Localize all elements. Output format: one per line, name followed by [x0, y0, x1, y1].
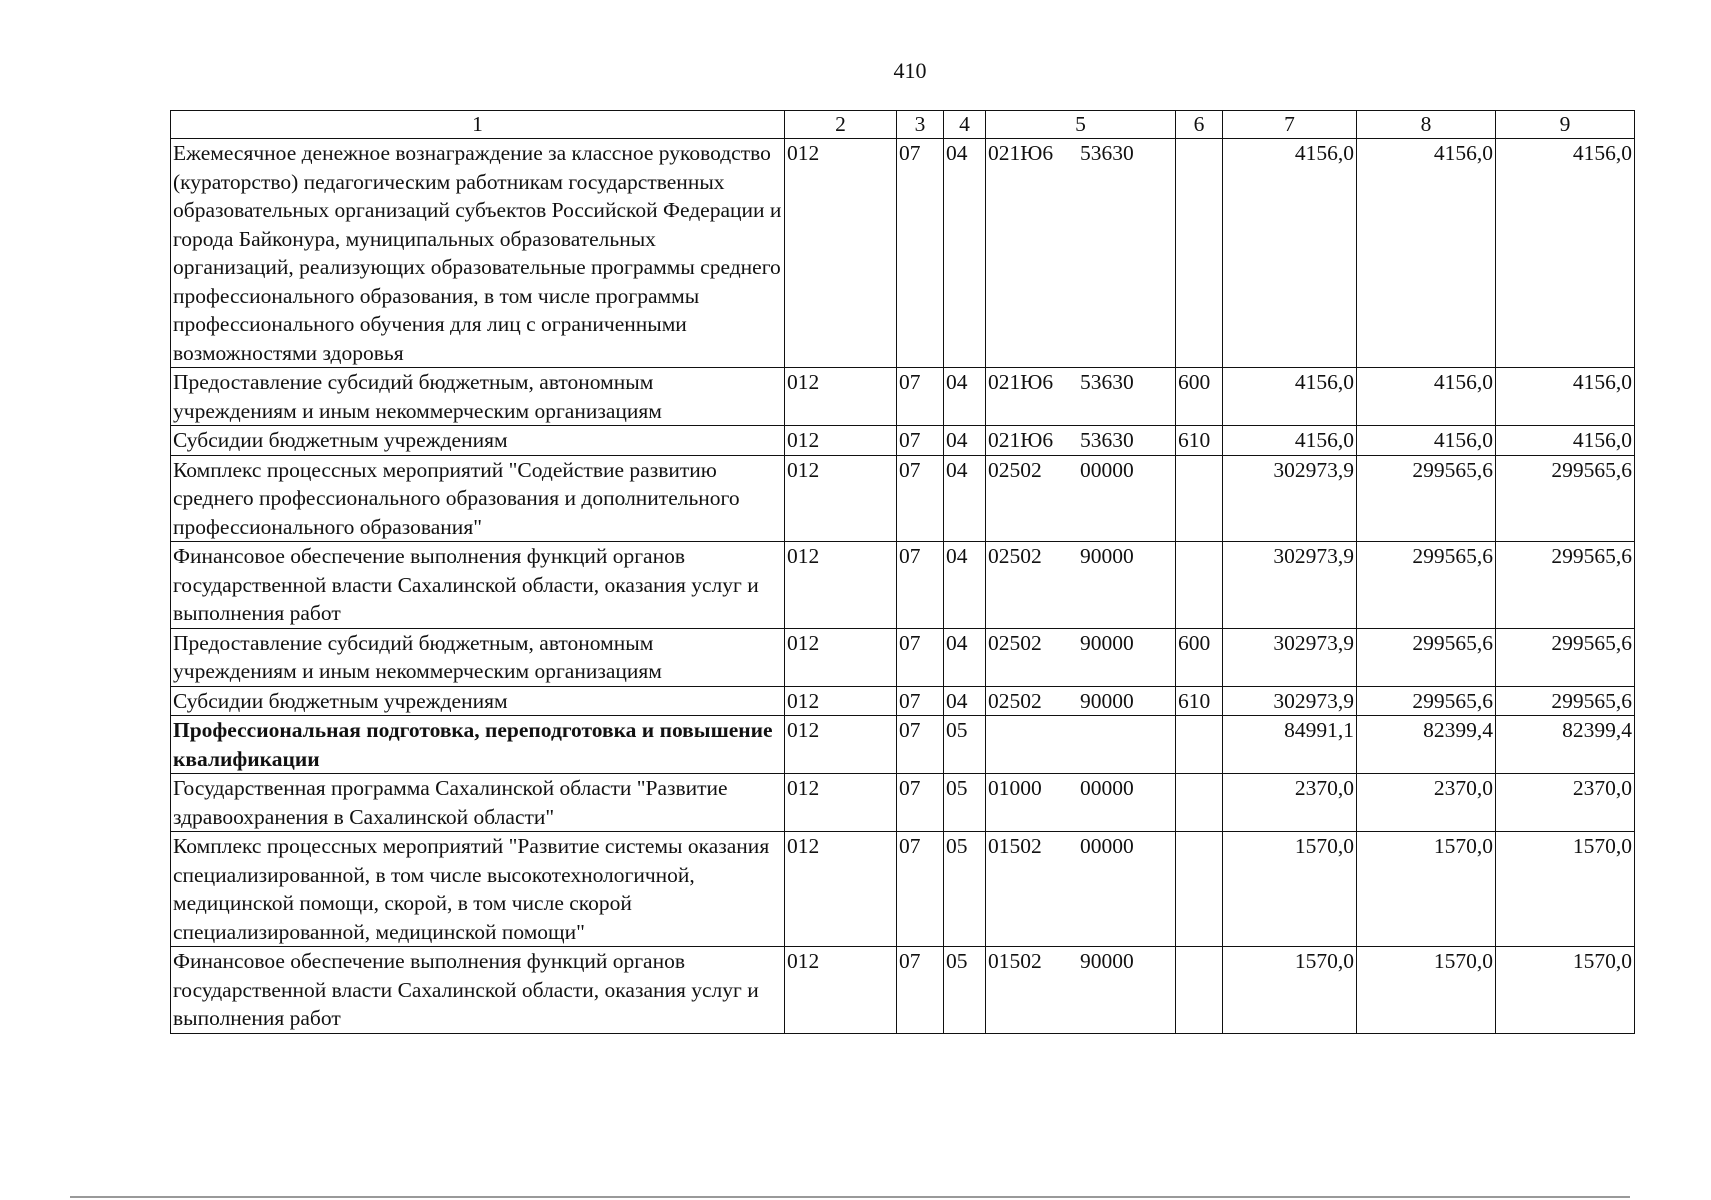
target-article-cell [986, 426, 1176, 456]
target-article-cell [986, 628, 1176, 686]
table-row [171, 426, 1635, 456]
amount-cell-col8: 82399,4 [1357, 716, 1496, 774]
subsection-code-cell: 05 [944, 832, 986, 947]
subsection-code-cell: 05 [944, 947, 986, 1034]
row-name-cell: Комплекс процессных мероприятий "Развитие системы оказания специализированной, в том числе высокотехнологичной, медицинской помощи, скорой, в том числе скорой специализированной, медицинской помощи" [171, 832, 785, 947]
target-article-cell [986, 139, 1176, 368]
target-article-program: 02502 [988, 688, 1042, 713]
target-article-cell [986, 542, 1176, 629]
amount-cell-col9: 2370,0 [1496, 774, 1635, 832]
subsection-code-cell: 04 [944, 139, 986, 368]
amount-cell-col9: 4156,0 [1496, 368, 1635, 426]
target-article-direction: 90000 [1080, 949, 1134, 973]
ministry-code-cell: 012 [785, 774, 897, 832]
amount-cell-col9: 4156,0 [1496, 426, 1635, 456]
subsection-code-cell: 04 [944, 686, 986, 716]
amount-cell-col8: 4156,0 [1357, 368, 1496, 426]
target-article-direction: 90000 [1080, 688, 1134, 713]
section-code-cell: 07 [897, 947, 944, 1034]
section-code-cell: 07 [897, 686, 944, 716]
header-cell: 2 [785, 111, 897, 139]
section-code-cell: 07 [897, 542, 944, 629]
amount-cell-col7: 4156,0 [1223, 368, 1357, 426]
row-name-cell: Профессиональная подготовка, переподготовка и повышение квалификации [171, 716, 785, 774]
section-code-cell: 07 [897, 426, 944, 456]
table-row [171, 139, 1635, 368]
row-name-cell: Государственная программа Сахалинской области "Развитие здравоохранения в Сахалинской области" [171, 774, 785, 832]
row-name-cell: Комплекс процессных мероприятий "Содействие развитию среднего профессионального образования и дополнительного профессионального образования" [171, 455, 785, 542]
ministry-code-cell: 012 [785, 542, 897, 629]
ministry-code-cell: 012 [785, 426, 897, 456]
subsection-code-cell: 04 [944, 368, 986, 426]
amount-cell-col8: 1570,0 [1357, 832, 1496, 947]
section-code-cell: 07 [897, 628, 944, 686]
table-header-row [171, 111, 1635, 139]
amount-cell-col7: 302973,9 [1223, 542, 1357, 629]
subsection-code-cell: 04 [944, 455, 986, 542]
expense-type-cell: 600 [1176, 368, 1223, 426]
ministry-code-cell: 012 [785, 139, 897, 368]
expense-type-cell: 610 [1176, 686, 1223, 716]
ministry-code-cell: 012 [785, 455, 897, 542]
target-article-direction: 00000 [1080, 776, 1134, 800]
expense-type-cell: 600 [1176, 628, 1223, 686]
amount-cell-col9: 299565,6 [1496, 686, 1635, 716]
target-article-cell [986, 455, 1176, 542]
table-row [171, 368, 1635, 426]
amount-cell-col8: 2370,0 [1357, 774, 1496, 832]
amount-cell-col7: 302973,9 [1223, 455, 1357, 542]
target-article-direction: 53630 [1080, 370, 1134, 394]
target-article-direction: 00000 [1080, 457, 1134, 482]
amount-cell-col9: 299565,6 [1496, 628, 1635, 686]
table-row [171, 628, 1635, 686]
row-name-cell: Субсидии бюджетным учреждениям [171, 426, 785, 456]
target-article-direction: 00000 [1080, 834, 1134, 858]
table-row [171, 832, 1635, 947]
table-body [171, 139, 1635, 1034]
target-article-program: 01000 [988, 776, 1042, 800]
section-code-cell: 07 [897, 774, 944, 832]
target-article-direction: 90000 [1080, 544, 1134, 568]
header-cell: 5 [986, 111, 1176, 139]
expense-type-cell [1176, 139, 1223, 368]
amount-cell-col9: 299565,6 [1496, 455, 1635, 542]
ministry-code-cell: 012 [785, 368, 897, 426]
header-cell: 1 [171, 111, 785, 139]
expense-type-cell [1176, 774, 1223, 832]
subsection-code-cell: 04 [944, 542, 986, 629]
ministry-code-cell: 012 [785, 947, 897, 1034]
amount-cell-col9: 1570,0 [1496, 832, 1635, 947]
expense-type-cell [1176, 716, 1223, 774]
amount-cell-col8: 299565,6 [1357, 542, 1496, 629]
target-article-program: 02502 [988, 457, 1042, 482]
budget-table [170, 110, 1635, 1034]
expense-type-cell [1176, 832, 1223, 947]
target-article-program: 021Ю6 [988, 141, 1054, 165]
amount-cell-col7: 302973,9 [1223, 686, 1357, 716]
target-article-cell [986, 716, 1176, 774]
target-article-program: 021Ю6 [988, 428, 1054, 452]
subsection-code-cell: 05 [944, 774, 986, 832]
target-article-cell [986, 774, 1176, 832]
amount-cell-col7: 1570,0 [1223, 947, 1357, 1034]
target-article-program: 02502 [988, 630, 1042, 655]
section-code-cell: 07 [897, 368, 944, 426]
amount-cell-col9: 82399,4 [1496, 716, 1635, 774]
target-article-program: 02502 [988, 544, 1042, 568]
amount-cell-col7: 4156,0 [1223, 426, 1357, 456]
header-cell: 8 [1357, 111, 1496, 139]
target-article-cell [986, 686, 1176, 716]
amount-cell-col8: 1570,0 [1357, 947, 1496, 1034]
ministry-code-cell: 012 [785, 628, 897, 686]
target-article-direction: 53630 [1080, 428, 1134, 452]
row-name-cell: Субсидии бюджетным учреждениям [171, 686, 785, 716]
section-code-cell: 07 [897, 139, 944, 368]
table-row [171, 947, 1635, 1034]
scan-artifact-line [70, 1196, 1630, 1198]
row-name-cell: Предоставление субсидий бюджетным, автономным учреждениям и иным некоммерческим организациям [171, 368, 785, 426]
header-cell: 4 [944, 111, 986, 139]
target-article-program: 021Ю6 [988, 370, 1054, 394]
amount-cell-col8: 299565,6 [1357, 455, 1496, 542]
amount-cell-col7: 4156,0 [1223, 139, 1357, 368]
amount-cell-col9: 4156,0 [1496, 139, 1635, 368]
amount-cell-col7: 2370,0 [1223, 774, 1357, 832]
target-article-cell [986, 832, 1176, 947]
target-article-cell [986, 368, 1176, 426]
table-row [171, 686, 1635, 716]
amount-cell-col8: 299565,6 [1357, 686, 1496, 716]
header-cell: 6 [1176, 111, 1223, 139]
expense-type-cell: 610 [1176, 426, 1223, 456]
amount-cell-col7: 302973,9 [1223, 628, 1357, 686]
target-article-program: 01502 [988, 949, 1042, 973]
target-article-cell [986, 947, 1176, 1034]
table-row [171, 716, 1635, 774]
ministry-code-cell: 012 [785, 686, 897, 716]
header-cell: 9 [1496, 111, 1635, 139]
expense-type-cell [1176, 947, 1223, 1034]
expense-type-cell [1176, 542, 1223, 629]
expense-type-cell [1176, 455, 1223, 542]
page-number: 410 [893, 58, 927, 83]
amount-cell-col8: 4156,0 [1357, 426, 1496, 456]
table-row [171, 455, 1635, 542]
table-row [171, 774, 1635, 832]
row-name-cell: Финансовое обеспечение выполнения функций органов государственной власти Сахалинской области, оказания услуг и выполнения работ [171, 947, 785, 1034]
row-name-cell: Предоставление субсидий бюджетным, автономным учреждениям и иным некоммерческим организациям [171, 628, 785, 686]
header-cell: 7 [1223, 111, 1357, 139]
subsection-code-cell: 04 [944, 628, 986, 686]
amount-cell-col8: 299565,6 [1357, 628, 1496, 686]
section-code-cell: 07 [897, 832, 944, 947]
subsection-code-cell: 04 [944, 426, 986, 456]
section-code-cell: 07 [897, 455, 944, 542]
row-name-cell: Финансовое обеспечение выполнения функций органов государственной власти Сахалинской области, оказания услуг и выполнения работ [171, 542, 785, 629]
amount-cell-col7: 1570,0 [1223, 832, 1357, 947]
ministry-code-cell: 012 [785, 716, 897, 774]
ministry-code-cell: 012 [785, 832, 897, 947]
amount-cell-col8: 4156,0 [1357, 139, 1496, 368]
header-cell: 3 [897, 111, 944, 139]
target-article-direction: 90000 [1080, 630, 1134, 655]
amount-cell-col7: 84991,1 [1223, 716, 1357, 774]
amount-cell-col9: 1570,0 [1496, 947, 1635, 1034]
target-article-direction: 53630 [1080, 141, 1134, 165]
target-article-program: 01502 [988, 834, 1042, 858]
section-code-cell: 07 [897, 716, 944, 774]
row-name-cell: Ежемесячное денежное вознаграждение за классное руководство (кураторство) педагогическим работникам государственных образовательных организаций субъектов Российской Федерации и города Байконура, муниципальных образовательных организаций, реализующих образовательные программы среднего профессионального образования, в том числе программы профессионального обучения для лиц с ограниченными возможностями здоровья [171, 139, 785, 368]
subsection-code-cell: 05 [944, 716, 986, 774]
table-row [171, 542, 1635, 629]
amount-cell-col9: 299565,6 [1496, 542, 1635, 629]
